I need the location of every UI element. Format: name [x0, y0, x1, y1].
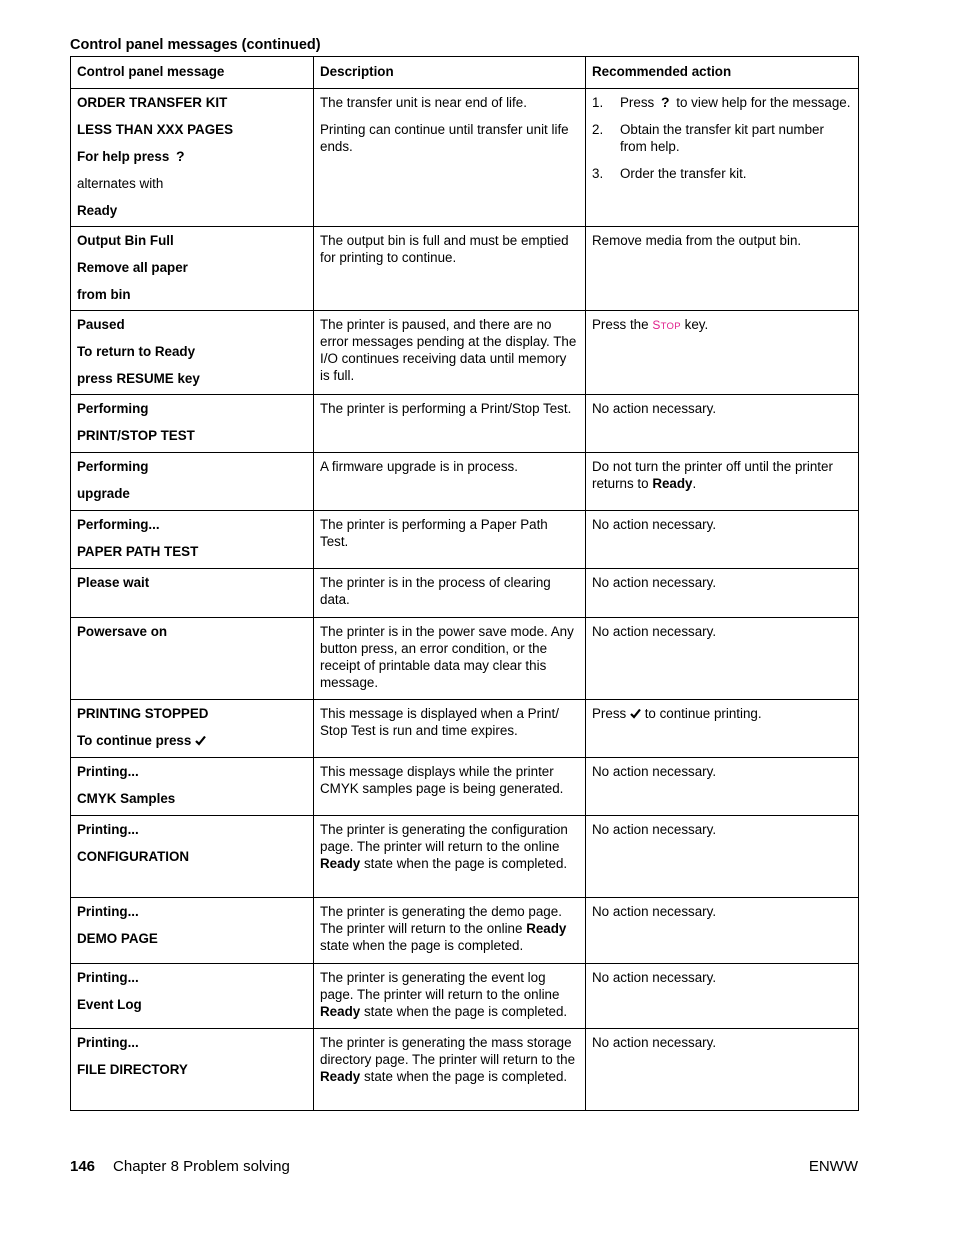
action-cell: [586, 311, 859, 395]
message-cell: [71, 816, 314, 898]
description-post: state when the page is completed.: [363, 856, 568, 871]
message-cell: [71, 569, 314, 618]
message-line: Please wait: [77, 575, 150, 590]
action-cell: [586, 700, 859, 758]
action-post: to continue printing.: [644, 706, 762, 721]
action-text: No action necessary.: [592, 764, 717, 779]
stop-key-cap: S: [652, 318, 661, 332]
description-text: [320, 903, 579, 954]
action-text: No action necessary.: [592, 401, 717, 416]
step-text: Order the transfer kit.: [620, 166, 747, 181]
description-pre: The printer is generating the demo page. The printer will return to the online: [320, 904, 562, 936]
action-cell: [586, 395, 859, 453]
description-cell: [314, 227, 586, 311]
description-text: The printer is in the power save mode. Any button press, an error condition, or the receipt of printable data may clear this message.: [320, 624, 574, 690]
action-cell: [586, 964, 859, 1029]
description-text: [320, 1034, 579, 1085]
message-cell: [71, 511, 314, 569]
action-text: [592, 458, 852, 492]
message-cell: [71, 964, 314, 1029]
description-bold: Ready: [320, 1069, 361, 1084]
message-cell: [71, 618, 314, 700]
action-steps: [592, 94, 852, 182]
action-text: No action necessary.: [592, 517, 717, 532]
action-step: [592, 121, 852, 155]
description-text: [320, 969, 579, 1020]
table-row: [71, 453, 859, 511]
table-row: [71, 395, 859, 453]
action-bold: Ready: [652, 476, 693, 491]
description-text: The printer is paused, and there are no error messages pending at the display. The I/O continues receiving data until memory is full.: [320, 317, 577, 383]
action-step: [592, 165, 852, 182]
message-line: [77, 732, 307, 749]
description-bold: Ready: [320, 1004, 361, 1019]
message-line: LESS THAN XXX PAGES: [77, 122, 234, 137]
description-text: Printing can continue until transfer unit life ends.: [320, 122, 569, 154]
message-line: from bin: [77, 287, 131, 302]
message-line: PRINTING STOPPED: [77, 706, 209, 721]
action-post: key.: [684, 317, 709, 332]
message-line: CMYK Samples: [77, 791, 176, 806]
message-cell: [71, 453, 314, 511]
message-text: For help press: [77, 149, 170, 164]
message-line: Paused: [77, 317, 125, 332]
message-cell: [71, 898, 314, 964]
chapter-title: Chapter 8 Problem solving: [113, 1158, 290, 1175]
description-post: state when the page is completed.: [320, 938, 524, 953]
table-row: [71, 1029, 859, 1111]
section-title: Control panel messages (continued): [70, 37, 321, 53]
description-text: The transfer unit is near end of life.: [320, 95, 527, 110]
action-text: Remove media from the output bin.: [592, 233, 802, 248]
message-line: Printing...: [77, 904, 139, 919]
message-line: To return to Ready: [77, 344, 196, 359]
message-cell: [71, 89, 314, 227]
table-row: [71, 700, 859, 758]
message-line: Output Bin Full: [77, 233, 174, 248]
action-cell: [586, 898, 859, 964]
help-icon: ?: [660, 94, 670, 110]
description-pre: The printer is generating the event log page. The printer will return to the online: [320, 970, 560, 1002]
description-text: This message displays while the printer CMYK samples page is being generated.: [320, 764, 564, 796]
description-cell: [314, 1029, 586, 1111]
table-header-row: [71, 57, 859, 89]
table-row: [71, 816, 859, 898]
action-cell: [586, 453, 859, 511]
description-cell: [314, 758, 586, 816]
action-text: [592, 316, 852, 335]
description-post: state when the page is completed.: [363, 1004, 568, 1019]
checkmark-icon: [195, 735, 206, 746]
message-cell: [71, 395, 314, 453]
action-cell: [586, 227, 859, 311]
action-text: [592, 705, 852, 722]
action-cell: [586, 89, 859, 227]
table-row: [71, 898, 859, 964]
footer-right-label: ENWW: [808, 1158, 858, 1175]
message-line: PAPER PATH TEST: [77, 544, 199, 559]
description-post: state when the page is completed.: [363, 1069, 568, 1084]
description-pre: The printer is generating the mass storage directory page. The printer will return to the: [320, 1035, 576, 1067]
action-text: No action necessary.: [592, 904, 717, 919]
header-recommended-action: Recommended action: [586, 57, 859, 89]
page-footer: [70, 1158, 858, 1178]
message-line: upgrade: [77, 486, 130, 501]
action-cell: [586, 618, 859, 700]
message-line: [77, 148, 307, 165]
description-cell: [314, 89, 586, 227]
table-row: [71, 569, 859, 618]
description-text: This message is displayed when a Print/ Stop Test is run and time expires.: [320, 706, 559, 738]
action-cell: [586, 1029, 859, 1111]
description-bold: Ready: [526, 921, 567, 936]
message-line: PRINT/STOP TEST: [77, 428, 195, 443]
message-cell: [71, 227, 314, 311]
message-line: Printing...: [77, 822, 139, 837]
description-bold: Ready: [320, 856, 361, 871]
action-text: No action necessary.: [592, 970, 717, 985]
action-cell: [586, 569, 859, 618]
action-cell: [586, 511, 859, 569]
header-control-panel-message: Control panel message: [71, 57, 314, 89]
description-cell: [314, 453, 586, 511]
table-row: [71, 311, 859, 395]
table-row: [71, 618, 859, 700]
table-row: [71, 227, 859, 311]
table-row: [71, 758, 859, 816]
message-line: FILE DIRECTORY: [77, 1062, 188, 1077]
action-pre: Press: [592, 706, 627, 721]
message-line: CONFIGURATION: [77, 849, 190, 864]
header-description: Description: [314, 57, 586, 89]
step-number: 3.: [592, 166, 604, 181]
message-line: Performing: [77, 459, 149, 474]
description-text: [320, 821, 579, 872]
stop-key-rest: TOP: [660, 321, 681, 332]
message-line: Printing...: [77, 970, 139, 985]
action-post: .: [692, 476, 697, 491]
description-pre: The printer is generating the configuration page. The printer will return to the online: [320, 822, 568, 854]
control-panel-messages-table: [70, 56, 859, 1111]
action-text: No action necessary.: [592, 822, 717, 837]
page-number: 146: [70, 1158, 96, 1175]
description-text: The printer is performing a Print/Stop Test.: [320, 401, 572, 416]
action-step: [592, 94, 852, 111]
message-line: Performing...: [77, 517, 160, 532]
message-cell: [71, 758, 314, 816]
step-number: 1.: [592, 95, 604, 110]
checkmark-icon: [630, 708, 641, 719]
step-number: 2.: [592, 122, 604, 137]
message-line: ORDER TRANSFER KIT: [77, 95, 228, 110]
step-text: Press: [620, 95, 655, 110]
description-cell: [314, 618, 586, 700]
action-cell: [586, 758, 859, 816]
message-text: To continue press: [77, 733, 192, 748]
step-text: Obtain the transfer kit part number from help.: [620, 122, 824, 154]
message-line: Ready: [77, 203, 118, 218]
help-icon: ?: [176, 148, 185, 164]
description-cell: [314, 898, 586, 964]
message-line: DEMO PAGE: [77, 931, 158, 946]
description-cell: [314, 816, 586, 898]
step-text: to view help for the message.: [676, 95, 851, 110]
action-text: No action necessary.: [592, 624, 717, 639]
description-cell: [314, 395, 586, 453]
table-row: [71, 89, 859, 227]
message-line: press RESUME key: [77, 371, 200, 386]
description-text: The printer is in the process of clearing data.: [320, 575, 551, 607]
description-cell: [314, 311, 586, 395]
action-pre: Press the: [592, 317, 649, 332]
message-cell: [71, 700, 314, 758]
stop-key-label: [652, 318, 681, 332]
message-cell: [71, 311, 314, 395]
description-cell: [314, 964, 586, 1029]
action-pre: Do not turn the printer off until the printer returns to: [592, 459, 833, 491]
message-line: Event Log: [77, 997, 142, 1012]
description-text: The output bin is full and must be emptied for printing to continue.: [320, 233, 569, 265]
description-cell: [314, 511, 586, 569]
message-line: Printing...: [77, 764, 139, 779]
message-cell: [71, 1029, 314, 1111]
description-cell: [314, 569, 586, 618]
action-cell: [586, 816, 859, 898]
message-line: alternates with: [77, 176, 164, 191]
table-row: [71, 964, 859, 1029]
table-row: [71, 511, 859, 569]
message-line: Remove all paper: [77, 260, 188, 275]
message-line: Performing: [77, 401, 149, 416]
action-text: No action necessary.: [592, 575, 717, 590]
action-text: No action necessary.: [592, 1035, 717, 1050]
description-text: The printer is performing a Paper Path Test.: [320, 517, 548, 549]
message-line: Powersave on: [77, 624, 168, 639]
message-line: Printing...: [77, 1035, 139, 1050]
description-cell: [314, 700, 586, 758]
description-text: A firmware upgrade is in process.: [320, 459, 518, 474]
